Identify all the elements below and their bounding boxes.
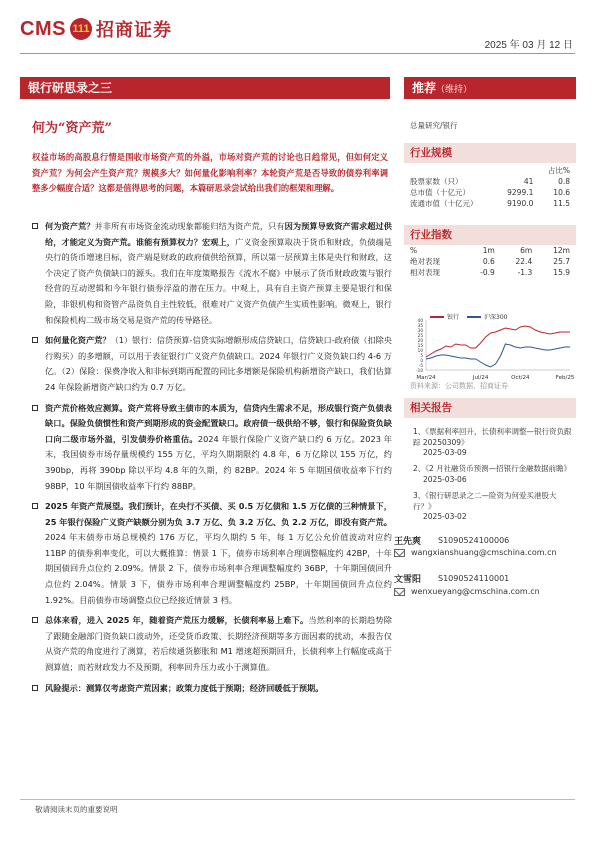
table-cell: 绝对表现 bbox=[410, 257, 440, 266]
paragraph-lead: 资产荒价格效应测算。资产荒将导致主债市的本质为，信贷内生需求不足，形成银行资产负债表缺口。保险负债惯性和资产到期形成的资金配置缺口。政府债一级供给不够，银行和保险资负缺口向二级市场外溢，引发债券价格重估。 bbox=[45, 402, 392, 444]
paragraph-text: （1）银行：信贷预算-信贷实际增额形成信贷缺口，信贷缺口-政府债（扣除央行购买）的多增额，可以用于表征银行广义资产负债缺口。2024 年银行广义资负缺口约 4-6 万亿。（2）保险：保费净收入和非标到期再配置的同比多增额是保险机构新增资产缺口，我们估算 24 年保险新增资产缺口约为 0.7 万亿。 bbox=[45, 335, 392, 392]
paragraph-lead: 总体来看，进入 2025 年，随着资产荒压力缓解，长债利率易上难下。 bbox=[45, 615, 309, 626]
table-row bbox=[410, 165, 570, 176]
report-summary: 权益市场的高股息行情是围收市场资产荒的外溢，市场对资产荒的讨论也日趋常见，但如何定义资产荒？为何会产生资产荒？规模多大？如何量化影响利率？本轮资产荒是否导致的债券利率调整多少幅度合适？这都是值得思考的问题，本篇研思录尝试给出我们的框架和理解。 bbox=[32, 152, 388, 194]
company-logo bbox=[20, 16, 172, 42]
paragraph-what-is bbox=[32, 219, 392, 328]
table-cell: -0.9 bbox=[480, 268, 495, 277]
analyst-1-email[interactable] bbox=[394, 547, 581, 558]
chart-source: 资料来源：公司数据、招商证券 bbox=[410, 382, 508, 390]
related-report-title: 3、《银行研思录之二—险资为何爱买港股大行？》 bbox=[413, 491, 557, 511]
table-cell: 41 bbox=[523, 177, 534, 186]
y-tick-label: 30 bbox=[417, 328, 423, 333]
table-row bbox=[410, 176, 570, 187]
industry-index-header: 行业指数 bbox=[404, 225, 576, 245]
table-cell: 股票家数（只） bbox=[410, 177, 463, 186]
series-line-0 bbox=[426, 326, 570, 357]
table-cell: 22.4 bbox=[515, 257, 533, 266]
related-report-title: 1、《票据利率回升，长债利率调整—银行资负跟踪 20250309》 bbox=[413, 427, 572, 447]
header-divider bbox=[20, 53, 575, 54]
table-row bbox=[410, 245, 570, 256]
legend-label-bank: 银行 bbox=[447, 314, 460, 321]
table-cell: 11.5 bbox=[553, 199, 570, 208]
table-cell: 10.6 bbox=[553, 188, 570, 197]
related-reports-header: 相关报告 bbox=[404, 398, 576, 418]
related-report-title: 2、《2 月社融货币预测—招银行金融数据前瞻》 bbox=[413, 464, 572, 473]
logo-text-cms: CMS bbox=[20, 17, 66, 40]
rating-sub-label: （维持） bbox=[436, 85, 473, 95]
legend-label-hs300: 沪深300 bbox=[484, 314, 508, 321]
y-tick-label: -5 bbox=[418, 363, 423, 368]
y-tick-label: 35 bbox=[417, 323, 423, 328]
analyst-id: S1090524100006 bbox=[438, 536, 510, 545]
logo-text-cn: 招商证券 bbox=[95, 20, 172, 41]
y-tick-label: 5 bbox=[420, 353, 423, 358]
series-line-1 bbox=[426, 344, 570, 367]
y-tick-label: 10 bbox=[417, 348, 423, 353]
table-header-cell: 占比% bbox=[547, 166, 570, 175]
table-cell: -1.3 bbox=[517, 268, 533, 277]
related-report-2[interactable] bbox=[413, 464, 573, 485]
paragraph-rest: 广义资金预算取决于货币和财政，负债端是央行的货币增速目标，资产端是财政的政府债供给预算，所以第一层预算主体是央行和财政，这个决定了资产负债缺口的源头。我们在年度策略报告《流水不腐》中展示了货币财政政策与银行经营的互动逻辑和今年银行债券浮盈的潜在压力。中观上，具有自主资产预算主要是银行和保险，非银机构和资管产品资负自主性较低，很难对广义资产负债产生实质性影响。微观上，银行和保险机构二级市场交易是资产荒的传导路径。 bbox=[45, 236, 392, 325]
paragraph-quantify bbox=[32, 333, 392, 395]
rating-band bbox=[404, 77, 576, 99]
paragraph-lead: 如何量化资产荒？ bbox=[45, 335, 111, 346]
table-cell: 流通市值（十亿元） bbox=[410, 199, 478, 208]
table-cell: 总市值（十亿元） bbox=[410, 188, 470, 197]
y-tick-label: 25 bbox=[417, 333, 423, 338]
bullet-icon bbox=[32, 617, 38, 623]
paragraph-text: 2024 年银行保险广义资产缺口约 6 万亿。2023 年末，我国债券市场存量规模约 155 万亿，平均久期期限约 4.8 年，6 万亿除以 155 万亿，约 390bp，再将 390bp 除以平均 4.8 年的久期，约 82BP。2024 年 5 年期国债收益率下行约 98BP，10 年期国债收益率下行约 88BP。 bbox=[45, 433, 392, 491]
y-tick-label: 20 bbox=[417, 338, 423, 343]
related-report-date: 2025-03-02 bbox=[423, 512, 467, 521]
paragraph-price-effect bbox=[32, 401, 392, 495]
analyst-id: S1090524110001 bbox=[438, 574, 510, 583]
bullet-icon bbox=[32, 503, 38, 509]
x-tick-label: Jul/24 bbox=[472, 375, 489, 380]
related-report-1[interactable] bbox=[413, 427, 573, 459]
y-tick-label: -10 bbox=[416, 368, 423, 373]
paragraph-lead: 2025 年资产荒展望。我们预计，在央行不买债、买 0.5 万亿债和 1.5 万亿债的三种情景下，25 年银行保险广义资产缺额分别为负 3.7 万亿、负 3.2 万亿、负 2.2 万亿，即没有资产荒。 bbox=[45, 501, 392, 527]
related-report-date: 2025-03-06 bbox=[423, 474, 467, 484]
table-header-cell: 12m bbox=[553, 246, 570, 255]
table-cell: 9190.0 bbox=[507, 199, 534, 208]
paragraph-text: 2024 年末债券市场总规模约 176 万亿，平均久期约 5 年，每 1 万亿公允价值波动对应约 11BP 的债券利率变化，可以大概推算：情景 1 下，债券市场利率合理调整幅度约 42BP，十年期国债回升点位约 2.09%。情景 2 下，债券市场利率合理调整幅度约 36BP，十年期国债回升点位约 2.04%。情景 3 下，债券市场利率合理调整幅度约 25BP，十年期国债回升点位约 1.92%。目前债券市场调整点位已经接近情景 3 档。 bbox=[45, 532, 392, 605]
paragraph-lead: 何为资产荒？ bbox=[45, 221, 95, 231]
analyst-2-email[interactable] bbox=[394, 587, 540, 596]
y-tick-label: 0 bbox=[420, 358, 423, 363]
bullet-icon bbox=[32, 685, 38, 691]
related-report-date: 2025-03-09 bbox=[423, 448, 467, 457]
analyst-2 bbox=[394, 572, 509, 585]
footer-divider bbox=[20, 799, 575, 800]
table-row bbox=[410, 187, 570, 198]
email-icon bbox=[394, 588, 405, 596]
analyst-name: 文雪阳 bbox=[394, 575, 422, 585]
paragraph-bold: 因为预算导致资产需求超过供给，才能定义为资产荒。谁能有预算权力？宏观上， bbox=[45, 221, 392, 247]
x-tick-label: Oct/24 bbox=[511, 375, 530, 380]
footer-note: 敬请阅读末页的重要说明 bbox=[35, 805, 118, 814]
analyst-email: wangxianshuang@cmschina.com.cn bbox=[411, 548, 557, 557]
paragraph-lead: 风险提示： bbox=[45, 682, 86, 693]
table-header-cell: 6m bbox=[520, 246, 533, 255]
x-tick-label: Mar/24 bbox=[416, 375, 436, 380]
rating-label: 推荐 bbox=[412, 81, 437, 95]
industry-scale-header: 行业规模 bbox=[404, 143, 576, 163]
table-row bbox=[410, 256, 570, 267]
series-band: 银行研思录之三 bbox=[20, 77, 390, 99]
logo-mark-icon: 111 bbox=[70, 18, 92, 40]
industry-index-chart bbox=[404, 318, 576, 380]
table-cell: 9299.1 bbox=[507, 188, 534, 197]
paragraph-text: 并非所有市场资金流动现象都能归结为资产荒，只有 bbox=[94, 221, 285, 231]
bullet-icon bbox=[32, 223, 38, 229]
table-header-cell: % bbox=[410, 246, 418, 255]
bullet-icon bbox=[32, 405, 38, 411]
table-cell: 25.7 bbox=[553, 257, 570, 266]
related-report-3[interactable] bbox=[413, 491, 573, 523]
paragraph-text: 当然利率的长期趋势除了跟随金融部门资负缺口波动外，还受货币政策、长期经济预期等多方面因素的扰动，本报告仅从资产荒的角度进行了测算，若后续通货膨胀和 M1 增速超预期回升，长债利率上行幅度或高于测算值；而若财政发力不及预期，利率回升压力或小于测算值。 bbox=[45, 615, 392, 673]
bullet-icon bbox=[32, 337, 38, 343]
report-date: 2025 年 03 月 12 日 bbox=[484, 40, 573, 51]
analyst-1 bbox=[394, 534, 509, 547]
industry-index-table bbox=[410, 245, 570, 278]
table-cell: 15.9 bbox=[553, 268, 570, 277]
table-header-cell: 1m bbox=[482, 246, 495, 255]
table-cell: 0.6 bbox=[482, 257, 495, 266]
table-row bbox=[410, 267, 570, 278]
industry-category: 总量研究/银行 bbox=[410, 121, 458, 130]
report-body bbox=[32, 219, 392, 701]
paragraph-overall bbox=[32, 613, 392, 675]
email-icon bbox=[394, 549, 405, 557]
report-title: 何为“资产荒” bbox=[32, 121, 112, 136]
industry-scale-table bbox=[410, 165, 570, 209]
analyst-name: 王先爽 bbox=[394, 537, 422, 547]
analyst-email: wenxueyang@cmschina.com.cn bbox=[411, 587, 540, 596]
paragraph-outlook bbox=[32, 499, 392, 608]
table-row bbox=[410, 198, 570, 209]
table-cell: 0.8 bbox=[558, 177, 570, 186]
y-tick-label: 40 bbox=[417, 318, 423, 323]
table-cell: 相对表现 bbox=[410, 268, 440, 277]
paragraph-risk bbox=[32, 681, 392, 697]
x-tick-label: Feb/25 bbox=[555, 375, 575, 380]
y-tick-label: 15 bbox=[417, 343, 423, 348]
paragraph-bold: 测算仅考虑资产荒因素；政策力度低于预期；经济回暖低于预期。 bbox=[85, 682, 324, 693]
